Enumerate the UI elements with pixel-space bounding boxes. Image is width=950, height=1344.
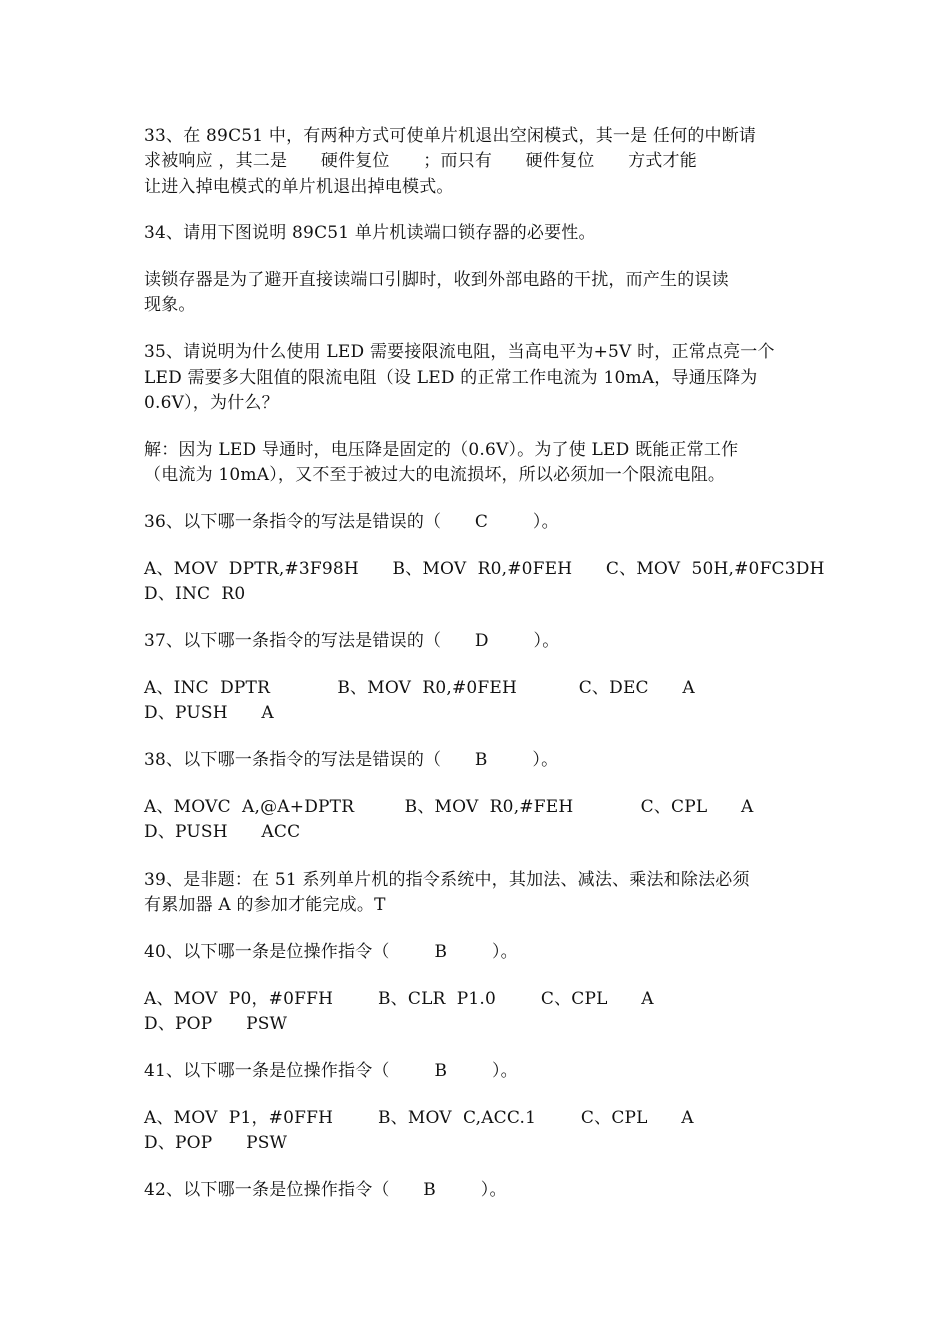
q35-line-1: 35、请说明为什么使用 LED 需要接限流电阻，当高电平为+5V 时，正常点亮一个 [144,342,775,362]
q34-question: 34、请用下图说明 89C51 单片机读端口锁存器的必要性。 [144,223,596,243]
q34-answer-line-2: 现象。 [144,295,196,315]
q41-options-line-1: A、MOV P1，#0FFH B、MOV C,ACC.1 C、CPL A [144,1108,694,1128]
q39-line-2: 有累加器 A 的参加才能完成。T [144,895,386,915]
q40-options-line-1: A、MOV P0，#0FFH B、CLR P1.0 C、CPL A [144,989,654,1009]
q34-answer-line-1: 读锁存器是为了避开直接读端口引脚时，收到外部电路的干扰，而产生的误读 [144,270,729,290]
q39-line-1: 39、是非题：在 51 系列单片机的指令系统中，其加法、减法、乘法和除法必须 [144,870,750,890]
q35-answer-line-1: 解：因为 LED 导通时，电压降是固定的（0.6V）。为了使 LED 既能正常工作 [144,440,739,460]
q41-options-line-2: D、POP PSW [144,1133,288,1153]
q41-question: 41、以下哪一条是位操作指令（ B ）。 [144,1061,518,1081]
q38-options-line-2: D、PUSH ACC [144,822,301,842]
q37-options-line-1: A、INC DPTR B、MOV R0,#0FEH C、DEC A [144,678,695,698]
q35-line-3: 0.6V），为什么？ [144,393,279,413]
q35-answer-line-2: （电流为 10mA），又不至于被过大的电流损坏，所以必须加一个限流电阻。 [144,465,726,485]
q36-options-line-1: A、MOV DPTR,#3F98H B、MOV R0,#0FEH C、MOV 50H,#0FC3DH [144,559,825,579]
q33-line-1: 33、在 89C51 中，有两种方式可使单片机退出空闲模式，其一是 任何的中断请 [144,126,757,146]
q38-question: 38、以下哪一条指令的写法是错误的（ B ）。 [144,750,559,770]
q37-options-line-2: D、PUSH A [144,703,274,723]
q37-question: 37、以下哪一条指令的写法是错误的（ D ）。 [144,631,560,651]
q33-line-2: 求被响应 ，其二是 硬件复位 ；而只有 硬件复位 方式才能 [144,151,697,171]
q40-question: 40、以下哪一条是位操作指令（ B ）。 [144,942,518,962]
q36-options-line-2: D、INC R0 [144,584,246,604]
q42-question: 42、以下哪一条是位操作指令（ B ）。 [144,1180,507,1200]
q35-line-2: LED 需要多大阻值的限流电阻（设 LED 的正常工作电流为 10mA，导通压降为 [144,368,758,388]
q33-line-3: 让进入掉电模式的单片机退出掉电模式。 [144,177,454,197]
q36-question: 36、以下哪一条指令的写法是错误的（ C ）。 [144,512,559,532]
q38-options-line-1: A、MOVC A,@A+DPTR B、MOV R0,#FEH C、CPL A [144,797,754,817]
q40-options-line-2: D、POP PSW [144,1014,288,1034]
